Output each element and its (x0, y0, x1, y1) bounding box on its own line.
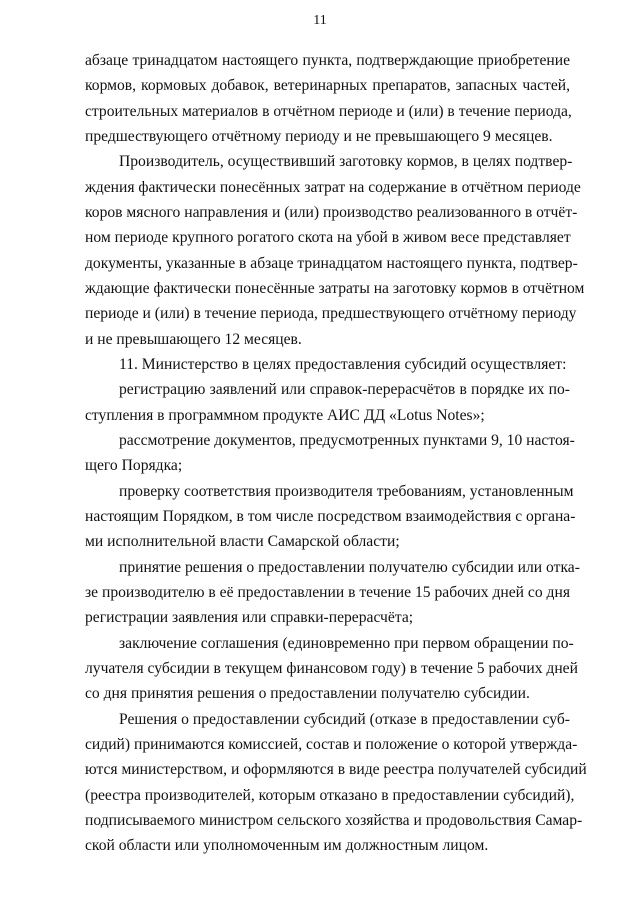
text-line: ступления в программном продукте АИС ДД «Lotus Notes»; (85, 407, 485, 424)
page-number: 11 (313, 13, 327, 28)
text-line: ми исполнительной власти Самарской области; (85, 533, 400, 550)
text-line: Решения о предоставлении субсидий (отказе в предоставлении суб- (119, 711, 570, 728)
text-line: лучателя субсидии в текущем финансовом году) в течение 5 рабочих дней (85, 660, 578, 677)
text-line: документы, указанные в абзаце тринадцатом настоящего пункта, подтвер- (85, 255, 578, 272)
text-line: зе производителю в её предоставлении в течение 15 рабочих дней со дня (85, 584, 570, 601)
text-line: строительных материалов в отчётном периоде и (или) в течение периода, (85, 103, 572, 120)
text-line: Производитель, осуществивший заготовку кормов, в целях подтвер- (119, 153, 573, 170)
text-line: периоде и (или) в течение периода, предшествующего отчётному периоду (85, 305, 577, 322)
text-line: ждающие фактически понесённые затраты на заготовку кормов в отчётном (85, 280, 585, 297)
text-line: коров мясного направления и (или) производство реализованного в отчёт- (85, 204, 578, 221)
text-line: (реестра производителей, которым отказано в предоставлении субсидий), (85, 787, 575, 804)
text-line: абзаце тринадцатом настоящего пункта, подтверждающие приобретение (85, 52, 570, 69)
text-line: подписываемого министром сельского хозяйства и продовольствия Самар- (85, 812, 583, 829)
text-line: 11. Министерство в целях предоставления субсидий осуществляет: (119, 356, 567, 373)
text-line: предшествующего отчётному периоду и не превышающего 9 месяцев. (85, 128, 553, 145)
text-line: ном периоде крупного рогатого скота на убой в живом весе представляет (85, 229, 571, 246)
text-line: рассмотрение документов, предусмотренных пунктами 9, 10 настоя- (119, 432, 575, 449)
text-line: настоящим Порядком, в том числе посредством взаимодействия с органа- (85, 508, 576, 525)
text-line: и не превышающего 12 месяцев. (85, 331, 302, 348)
text-line: сидий) принимаются комиссией, состав и положение о которой утвержда- (85, 736, 578, 753)
text-line: заключение соглашения (единовременно при первом обращении по- (119, 635, 574, 652)
text-line: ждения фактически понесённых затрат на содержание в отчётном периоде (85, 179, 581, 196)
text-line: щего Порядка; (85, 457, 183, 474)
text-line: принятие решения о предоставлении получателю субсидии или отка- (119, 559, 580, 576)
text-line: ются министерством, и оформляются в виде реестра получателей субсидий (85, 761, 587, 778)
text-line: со дня принятия решения о предоставлении получателю субсидии. (85, 685, 530, 702)
text-line: регистрации заявления или справки-перерасчёта; (85, 609, 414, 626)
text-line: регистрацию заявлений или справок-перерасчётов в порядке их по- (119, 381, 570, 398)
text-line: проверку соответствия производителя требованиям, установленным (119, 483, 574, 500)
text-line: ской области или уполномоченным им должностным лицом. (85, 837, 489, 854)
text-line: кормов, кормовых добавок, ветеринарных препаратов, запасных частей, (85, 77, 570, 94)
